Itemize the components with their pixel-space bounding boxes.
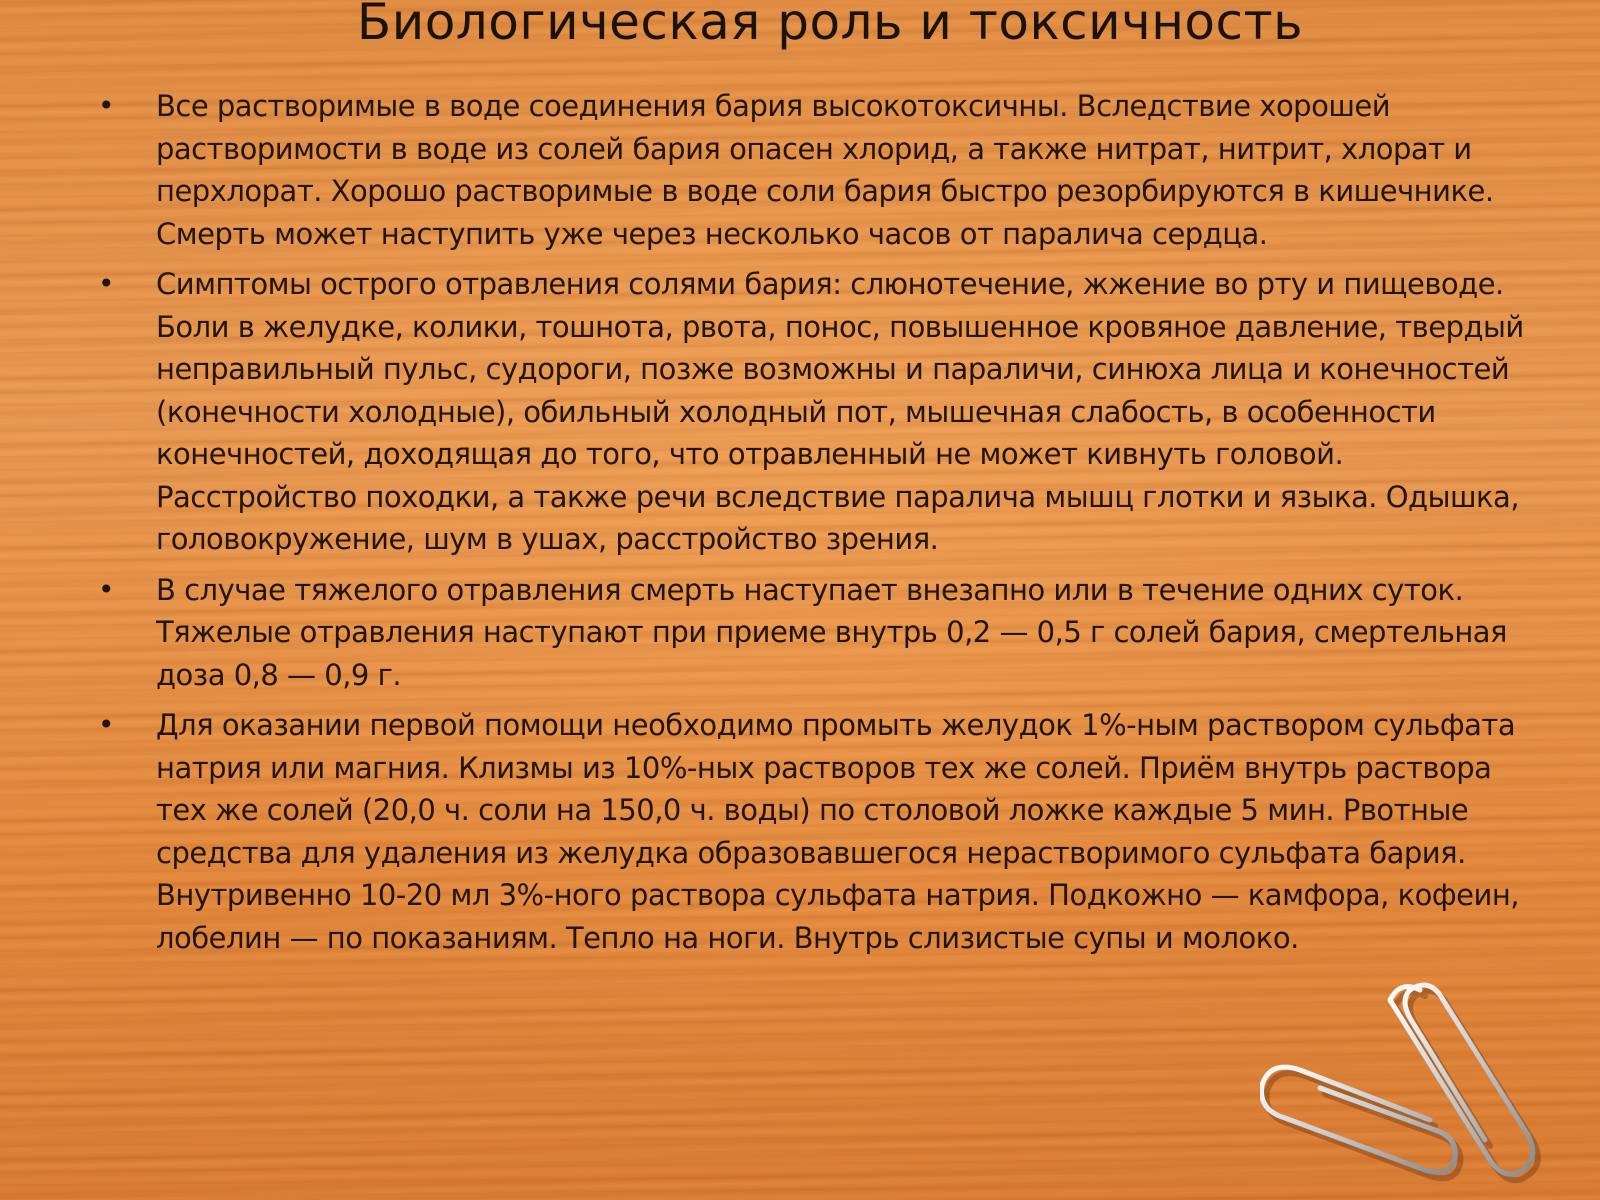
bullet-icon: • (97, 708, 114, 741)
bullet-text: В случае тяжелого отравления смерть наступает внезапно или в течение одних суток. Тяжелые отравления наступают при приеме внутрь 0,2 — 0,5 г солей бария, смертельная доза 0,8 — 0,9 г. (156, 572, 1507, 692)
bullet-icon: • (97, 267, 114, 300)
bullet-list (96, 85, 1526, 967)
bullet-text: Для оказании первой помощи необходимо промыть желудок 1%-ным раствором сульфата натрия или магния. Клизмы из 10%-ных растворов тех же солей. Приём внутрь раствора тех же солей (20,0 ч. соли на 150,0 ч. воды) по столовой ложке каждые 5 мин. Рвотные средства для удаления из желудка образовавшегося нерастворимого сульфата бария. Внутривенно 10-20 мл 3%-ного раствора сульфата натрия. Подкожно — камфора, кофеин, лобелин — по показаниям. Тепло на ноги. Внутрь слизистые супы и молоко. (156, 708, 1520, 955)
bullet-item (96, 263, 1526, 561)
slide-title: Биологическая роль и токсичность (356, 0, 1304, 51)
bullet-item (96, 85, 1526, 255)
bullet-text: Все растворимые в воде соединения бария высокотоксичны. Вследствие хорошей растворимости в воде из солей бария опасен хлорид, а также нитрат, нитрит, хлорат и перхлорат. Хорошо растворимые в воде соли бария быстро резорбируются в кишечнике. Смерть может наступить уже через несколько часов от паралича сердца. (156, 89, 1494, 251)
bullet-text: Симптомы острого отравления солями бария: слюнотечение, жжение во рту и пищеводе. Боли в желудке, колики, тошнота, рвота, понос, повышенное кровяное давление, твердый неправильный пульс, судороги, позже возможны и параличи, синюха лица и конечностей (конечности холодные), обильный холодный пот, мышечная слабость, в особенности конечностей, доходящая до того, что отравленный не может кивнуть головой. Расстройство походки, а также речи вследствие паралича мышц глотки и языка. Одышка, головокружение, шум в ушах, расстройство зрения. (156, 267, 1524, 556)
bullet-icon: • (97, 572, 114, 606)
bullet-item (96, 704, 1526, 959)
bullet-icon: • (97, 89, 114, 122)
paperclip-icon (1260, 970, 1560, 1190)
bullet-item (96, 569, 1526, 697)
